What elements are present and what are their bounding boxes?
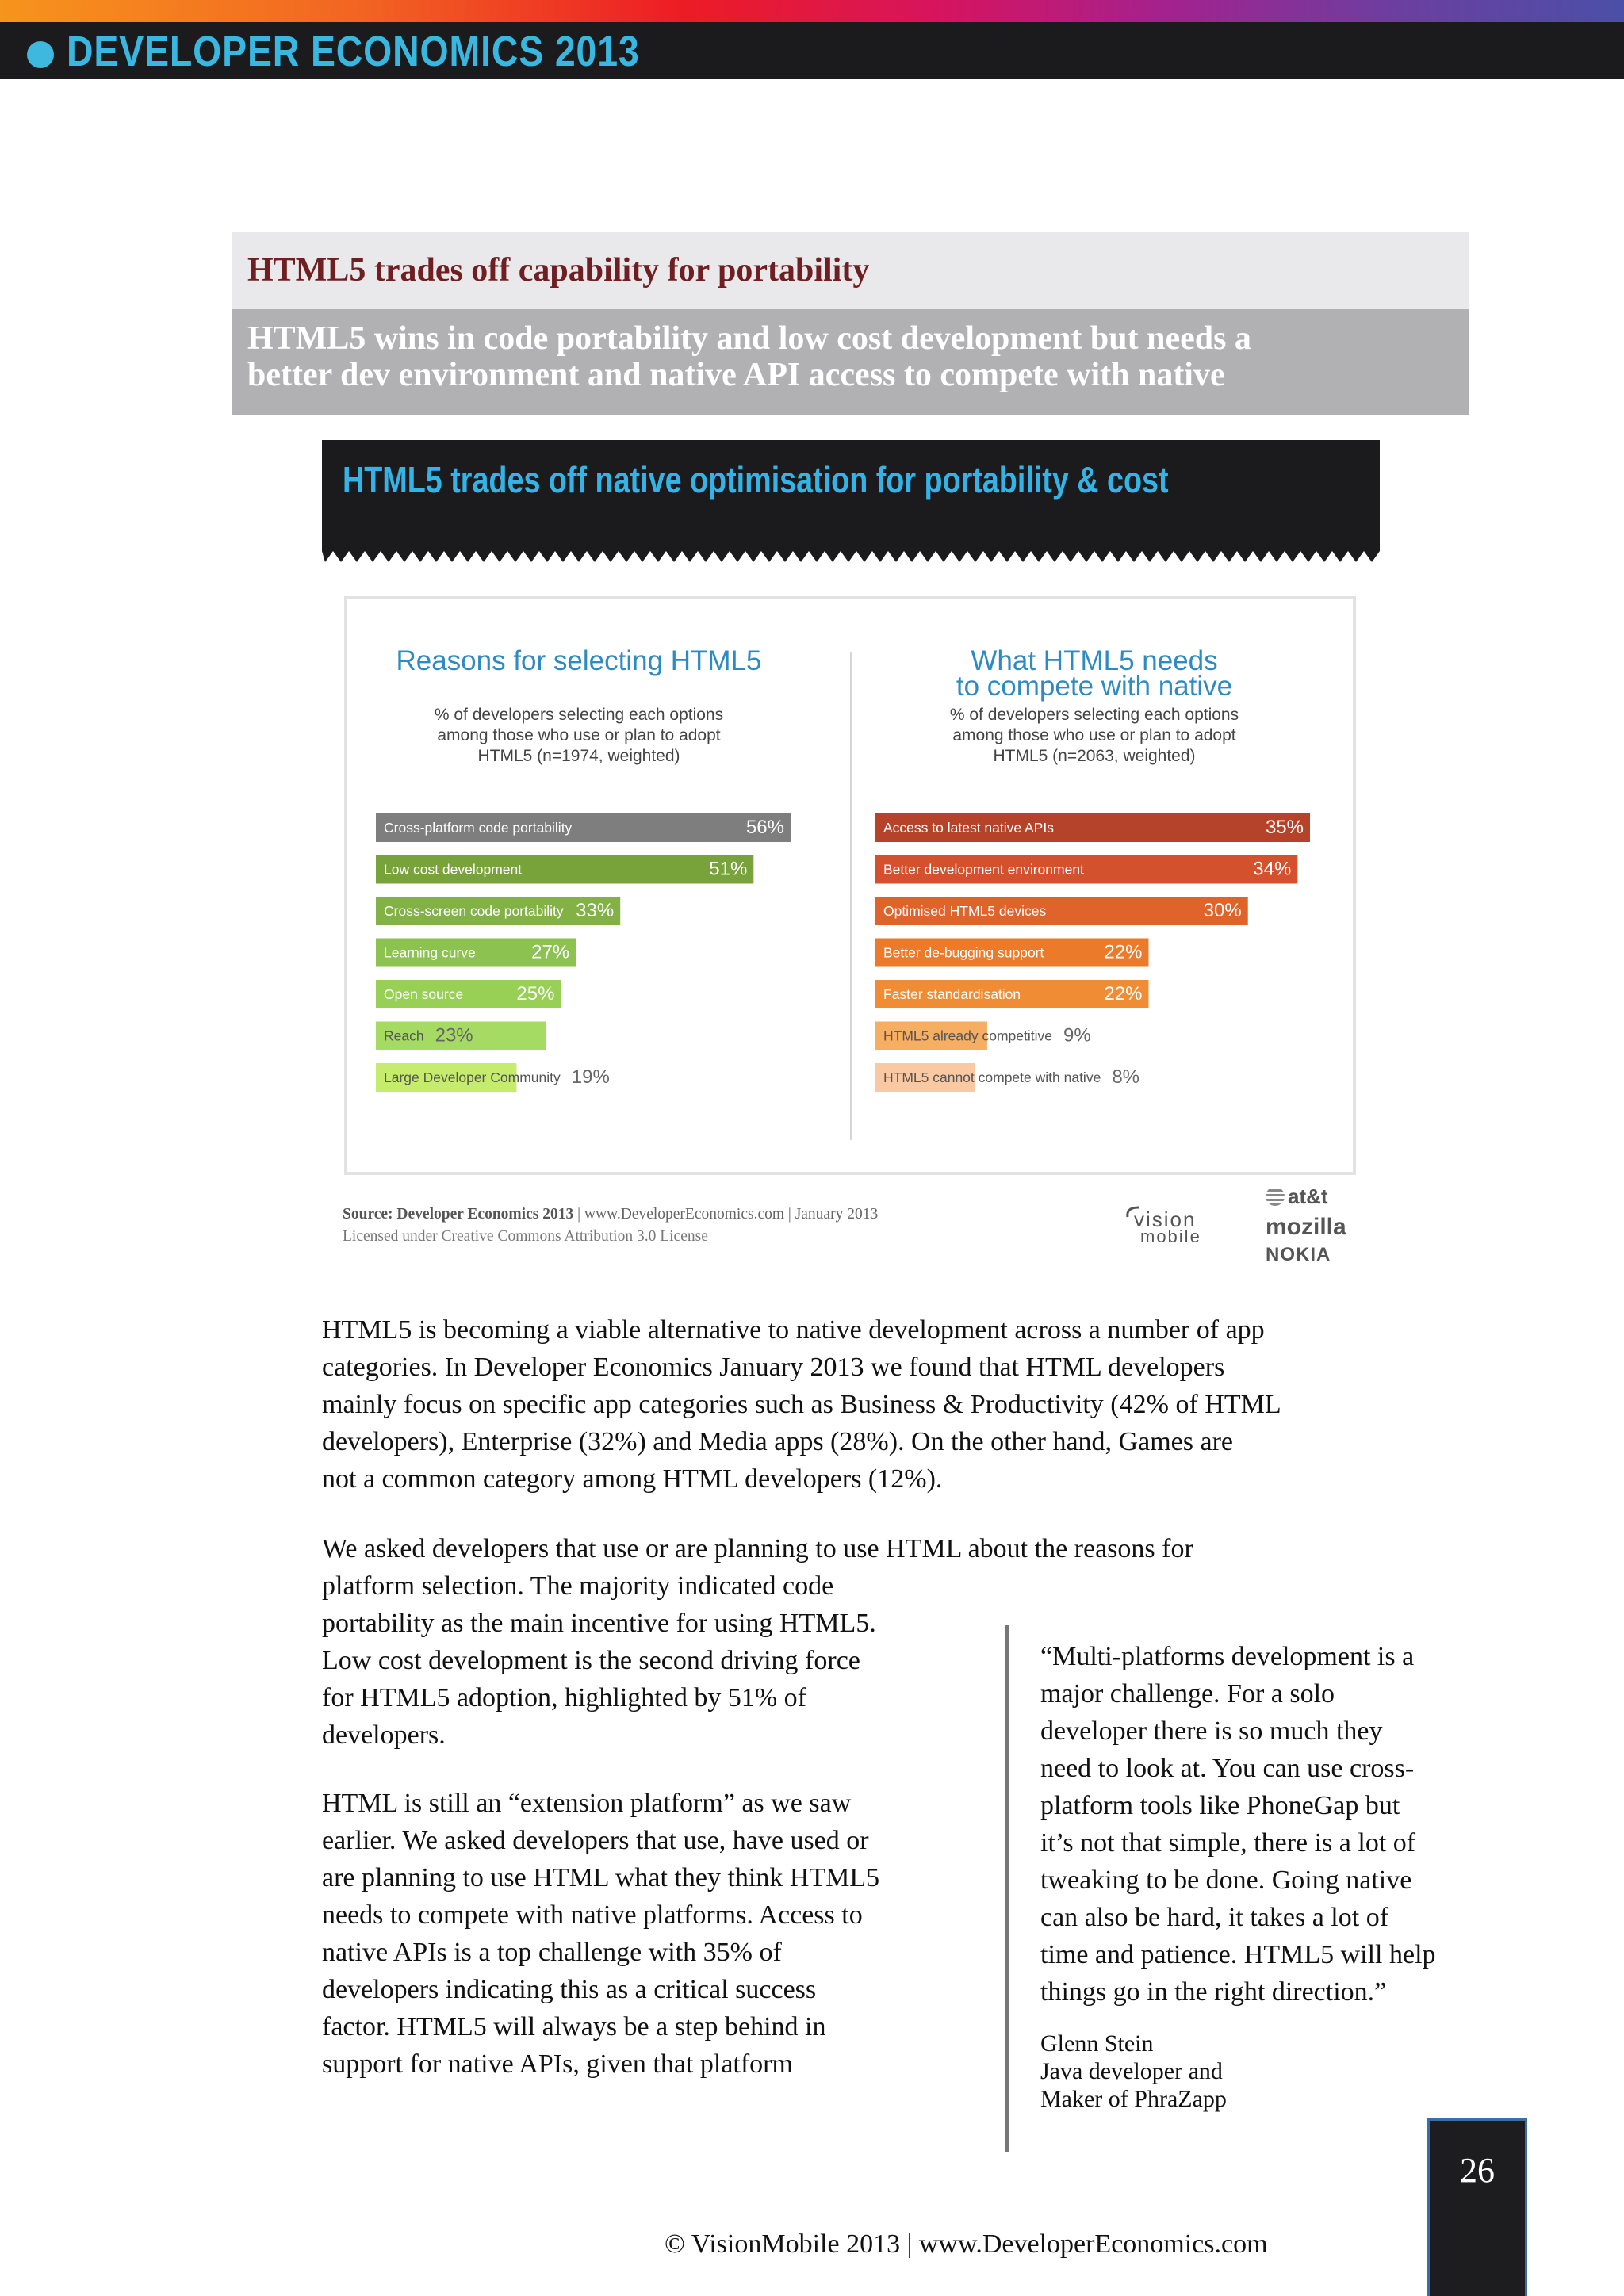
page-number: 26 <box>1460 2151 1495 2190</box>
source-label: Source: Developer Economics 2013 <box>343 1206 574 1223</box>
source-line: Source: Developer Economics 2013 | www.DeveloperEconomics.com | January 2013 <box>343 1206 879 1223</box>
section-subheadline <box>247 320 1453 393</box>
pull-quote <box>1040 1638 1436 2011</box>
bar-value-label: 35% <box>1265 817 1304 838</box>
bar-category-label: Better de-bugging support <box>883 944 1044 961</box>
bar-value-label: 27% <box>531 941 570 963</box>
paragraph-line: platform selection. The majority indicated code <box>322 1571 834 1601</box>
left-chart-title: Reasons for selecting HTML5 <box>396 645 762 676</box>
bar-value-label: 19% <box>571 1066 610 1088</box>
right-chart-subtitle-line: % of developers selecting each options <box>949 706 1239 724</box>
bar-value-label: 22% <box>1104 983 1143 1004</box>
paragraph-line: needs to compete with native platforms. Access to <box>322 1900 863 1930</box>
bar-category-label: Learning curve <box>384 944 476 961</box>
left-chart-subtitle <box>373 705 785 767</box>
bar-category-label: Better development environment <box>883 861 1084 878</box>
bar-category-label: Low cost development <box>384 861 523 878</box>
page-number-box <box>1427 2118 1527 2296</box>
right-bar-chart <box>872 813 1332 1115</box>
quote-line: “Multi-platforms development is a <box>1040 1642 1415 1671</box>
subheadline-line: better dev environment and native API access to compete with native <box>247 357 1225 393</box>
paragraph-line: earlier. We asked developers that use, have used or <box>322 1826 869 1855</box>
paragraph-line: are planning to use HTML what they think HTML5 <box>322 1863 880 1892</box>
footer-copyright: © VisionMobile 2013 | www.DeveloperEconomics.com <box>665 2229 1268 2259</box>
paragraph-line: categories. In Developer Economics January 2013 we found that HTML developers <box>322 1353 1225 1382</box>
paragraph-line: Low cost development is the second driving force <box>322 1646 860 1675</box>
bar-category-label: Optimised HTML5 devices <box>883 903 1047 919</box>
bar-category-label: HTML5 cannot compete with native <box>883 1070 1101 1085</box>
quote-author-name: Glenn Stein <box>1040 2030 1154 2057</box>
section-headline: HTML5 trades off capability for portability <box>247 252 870 289</box>
bar-value-label: 51% <box>709 858 748 880</box>
body-paragraph-1 <box>322 1311 1281 1498</box>
source-date: January 2013 <box>795 1206 879 1223</box>
nokia-logo: NOKIA <box>1266 1244 1331 1265</box>
left-chart-subtitle-line: % of developers selecting each options <box>434 706 724 724</box>
bar-category-label: Reach <box>384 1027 424 1044</box>
bar-category-label: Cross-platform code portability <box>384 820 573 836</box>
quote-line: can also be hard, it takes a lot of <box>1040 1903 1389 1932</box>
bar-value-label: 9% <box>1063 1024 1091 1047</box>
quote-author-role: Java developer and <box>1040 2058 1223 2084</box>
bar-category-label: Access to latest native APIs <box>883 820 1054 836</box>
right-chart-title-line: to compete with native <box>956 671 1233 702</box>
source-site: www.DeveloperEconomics.com <box>584 1206 785 1223</box>
paragraph-line: developers. <box>322 1720 446 1750</box>
quote-line: need to look at. You can use cross- <box>1040 1754 1415 1783</box>
paragraph-line: native APIs is a top challenge with 35% of <box>322 1938 782 1967</box>
bar-category-label: Open source <box>384 986 464 1002</box>
quote-line: platform tools like PhoneGap but <box>1040 1791 1400 1820</box>
body-paragraph-3 <box>322 1785 879 2083</box>
paragraph-line: mainly focus on specific app categories such as Business & Productivity (42% of HTML <box>322 1390 1281 1419</box>
left-chart-subtitle-line: HTML5 (n=1974, weighted) <box>477 747 680 765</box>
paragraph-line: HTML is still an “extension platform” as we saw <box>322 1789 852 1818</box>
visionmobile-logo-line1: vision <box>1134 1207 1197 1231</box>
paragraph-line: portability as the main incentive for using HTML5. <box>322 1609 876 1638</box>
quote-line: tweaking to be done. Going native <box>1040 1866 1412 1895</box>
bar-value-label: 25% <box>516 983 555 1004</box>
right-chart-title <box>888 645 1300 702</box>
banner-dot-icon <box>27 41 54 68</box>
top-banner <box>0 0 1624 79</box>
subheadline-line: HTML5 wins in code portability and low cost development but needs a <box>247 320 1251 357</box>
bar-category-label: Cross-screen code portability <box>384 903 564 919</box>
bar-value-label: 23% <box>435 1024 473 1047</box>
quote-line: developer there is so much they <box>1040 1716 1383 1746</box>
bar-value-label: 8% <box>1112 1066 1139 1088</box>
paragraph-line: We asked developers that use or are planning to use HTML about the reasons for <box>322 1534 1193 1563</box>
quote-bar <box>1005 1625 1009 2152</box>
paragraph-line: not a common category among HTML developers (12%). <box>322 1464 943 1494</box>
section-subheadline-box <box>232 309 1469 415</box>
right-chart-subtitle-line: HTML5 (n=2063, weighted) <box>993 747 1196 765</box>
visionmobile-logo-line2: mobile <box>1140 1226 1201 1246</box>
att-globe-icon <box>1266 1187 1285 1206</box>
quote-line: major challenge. For a solo <box>1040 1679 1335 1709</box>
att-logo-text: at&t <box>1288 1184 1328 1208</box>
infographic-title: HTML5 trades off native optimisation for portability & cost <box>343 459 1169 500</box>
bar-value-label: 34% <box>1253 858 1292 880</box>
quote-line: things go in the right direction.” <box>1040 1977 1387 2007</box>
section-headline-box <box>232 232 1469 309</box>
banner-color-stripe <box>0 0 1624 22</box>
quote-line: it’s not that simple, there is a lot of <box>1040 1828 1416 1858</box>
chart-divider <box>850 652 852 1140</box>
paragraph-line: support for native APIs, given that platform <box>322 2049 793 2079</box>
license-line: Licensed under Creative Commons Attribution 3.0 License <box>343 1228 708 1245</box>
paragraph-line: developers indicating this as a critical success <box>322 1975 817 2004</box>
banner-title: DEVELOPER ECONOMICS 2013 <box>67 28 640 75</box>
paragraph-line: HTML5 is becoming a viable alternative to native development across a number of app <box>322 1315 1265 1345</box>
bar-value-label: 56% <box>745 817 784 838</box>
left-chart-subtitle-line: among those who use or plan to adopt <box>437 726 721 744</box>
bar-value-label: 33% <box>576 900 615 921</box>
att-logo <box>1266 1184 1328 1208</box>
paragraph-line: developers), Enterprise (32%) and Media apps (28%). On the other hand, Games are <box>322 1427 1233 1456</box>
paragraph-line: for HTML5 adoption, highlighted by 51% of <box>322 1683 806 1712</box>
mozilla-logo: mozilla <box>1266 1214 1346 1240</box>
right-chart-title-line: What HTML5 needs <box>971 645 1218 676</box>
right-chart-subtitle <box>888 705 1300 767</box>
bar-value-label: 22% <box>1104 941 1143 963</box>
paragraph-line: factor. HTML5 will always be a step behind in <box>322 2012 826 2042</box>
bar-category-label: Large Developer Community <box>384 1070 561 1085</box>
bar-category-label: HTML5 already competitive <box>883 1027 1052 1044</box>
bar-category-label: Faster standardisation <box>883 986 1021 1002</box>
quote-attribution <box>1040 2030 1227 2113</box>
bar-value-label: 30% <box>1203 900 1242 921</box>
right-chart-subtitle-line: among those who use or plan to adopt <box>952 726 1236 744</box>
left-bar-chart <box>373 813 833 1115</box>
quote-author-role: Maker of PhraZapp <box>1040 2086 1227 2112</box>
visionmobile-logo <box>1123 1201 1235 1246</box>
quote-line: time and patience. HTML5 will help <box>1040 1940 1436 1969</box>
